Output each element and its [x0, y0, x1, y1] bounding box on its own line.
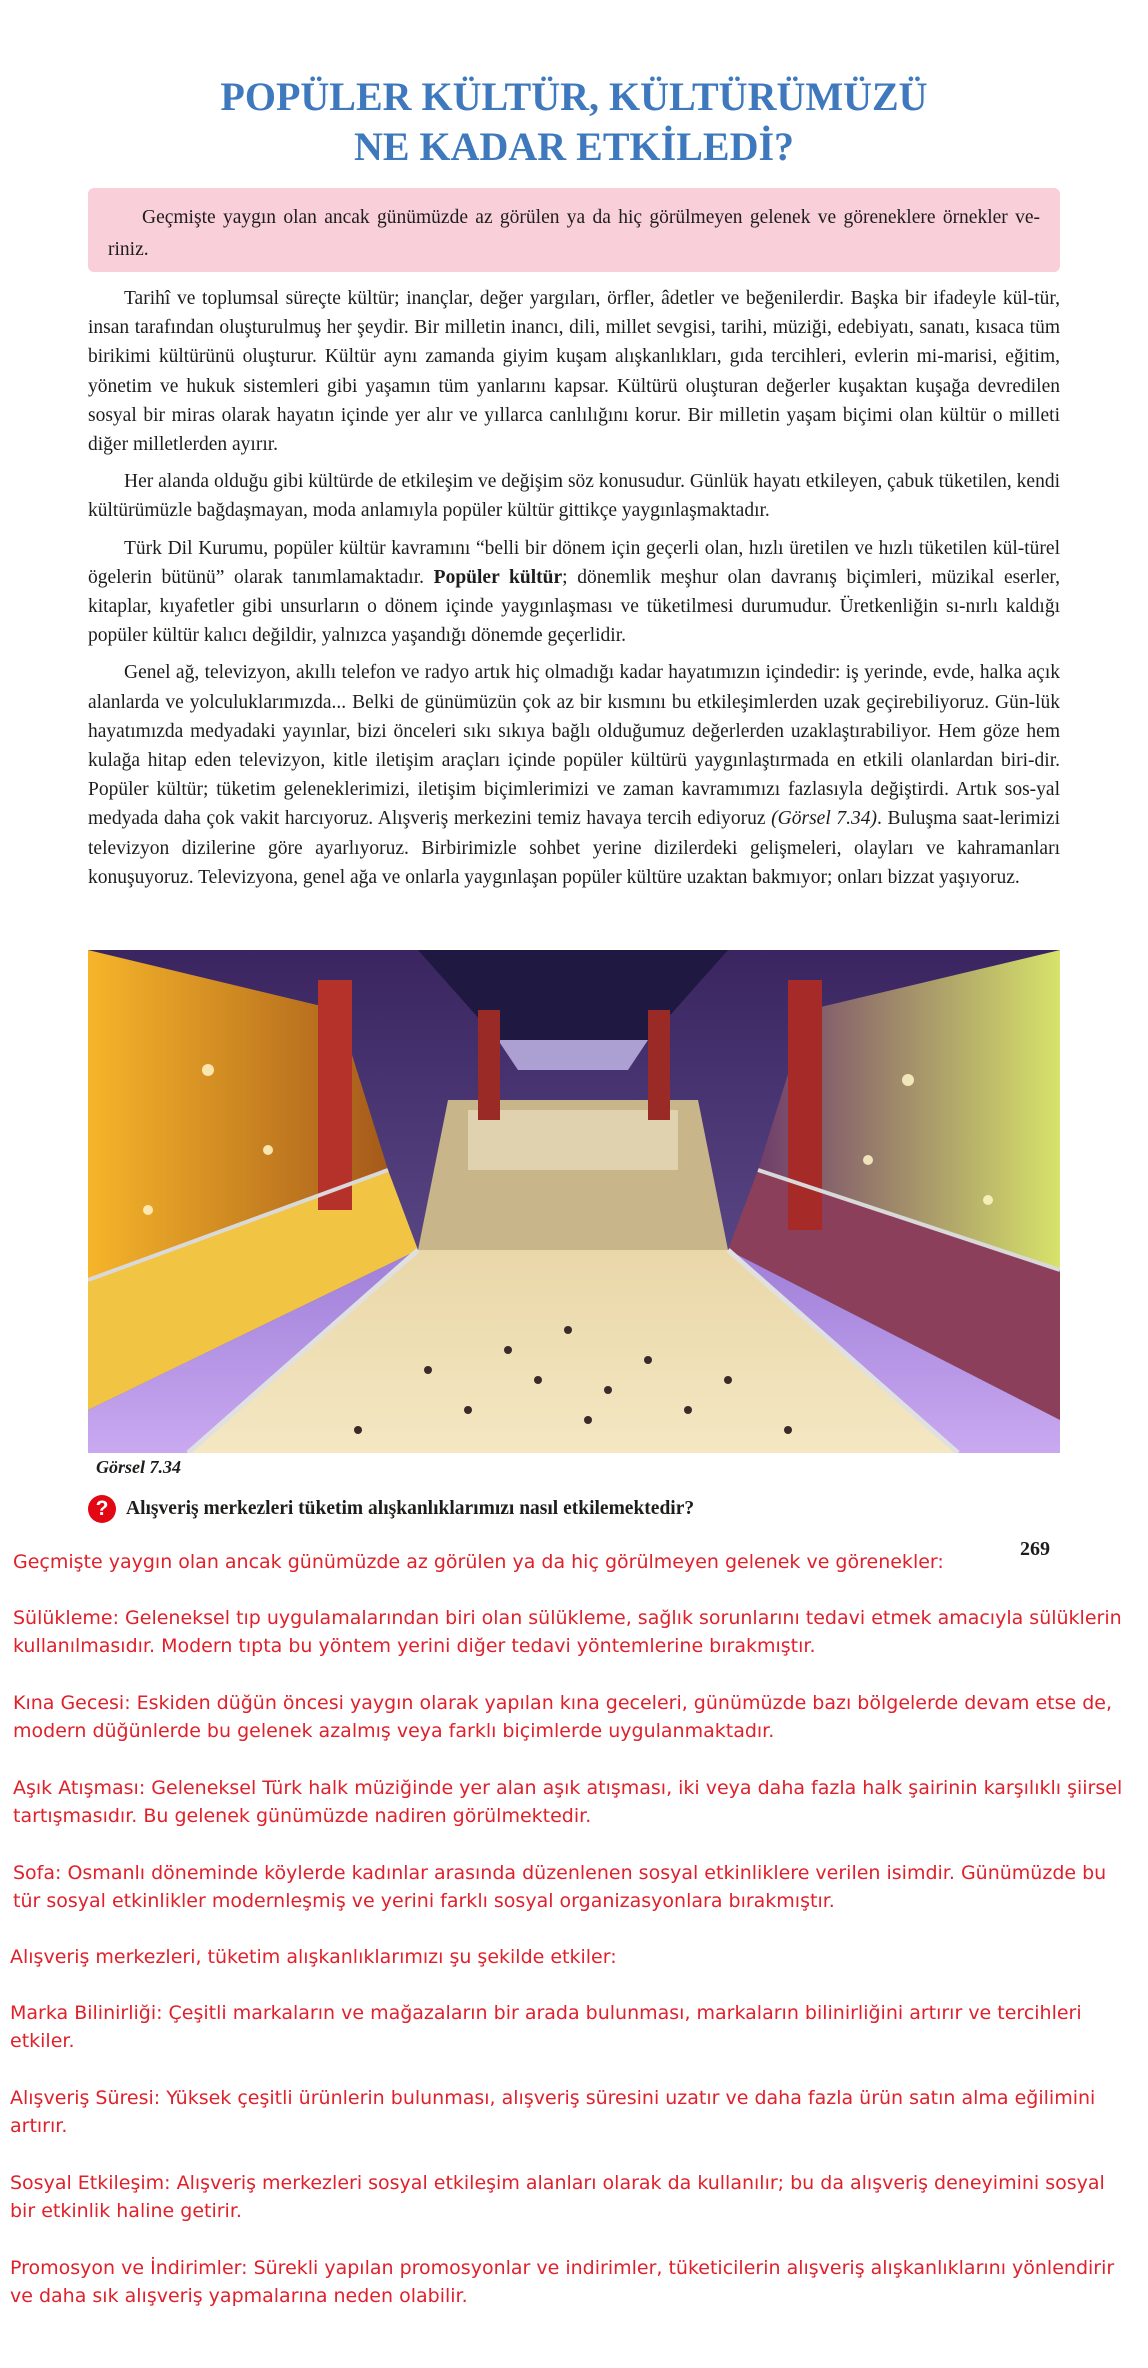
paragraph-2: Her alanda olduğu gibi kültürde de etkileşim ve değişim söz konusudur. Günlük hayatı etkileyen, çabuk tüketilen, kendi kültürümüzle bağdaşmayan, moda anlamıyla popüler kültür gittikçe yaygınlaşmaktadır. — [88, 471, 1060, 522]
page-title — [0, 72, 1148, 172]
answer-item-6: Alışveriş Süresi: Yüksek çeşitli ürünlerin bulunması, alışveriş süresini uzatır ve daha fazla ürün satın alma eğilimini artırır. — [10, 2087, 1096, 2137]
figure-reference: (Görsel 7.34) — [771, 808, 878, 830]
answer-item-4: Sofa: Osmanlı döneminde köylerde kadınlar arasında düzenlenen sosyal etkinliklere verilen isimdir. Günümüzde bu tür sosyal etkinlikler modernleşmiş ve yerini farklı sosyal organizasyonlara bırakmıştır. — [13, 1862, 1107, 1912]
answer-item-1: Sülükleme: Geleneksel tıp uygulamalarından biri olan sülükleme, sağlık sorunlarını tedavi etmek amacıyla sülüklerin kullanılmasıdır. Modern tıpta bu yöntem yerini diğer tedavi yöntemlerine bırakmıştır. — [13, 1607, 1122, 1657]
paragraph-4-start: Genel ağ, televizyon, akıllı telefon ve radyo artık hiç olmadığı kadar hayatımızın içindedir: iş yerinde, evde, halka açık alanlarda ve yolculuklarımızda... Belki de günümüzün çok az bir kısmını bu etkileşimlerden uzak geçirebiliyoruz. Gün-lük hayatımızda medyadaki yayınlar, bizi önceleri sıkı sıkıya bağlı olduğumuz değerlerden uzaklaştırabiliyor. Hem göze hem kulağa hitap eden televizyon, kitle iletişim araçları içinde popüler kültürü yaygınlaştırmada en etkili olanlardan biri-dir. Popüler kültür; tüketim geleneklerimizi, iletişim biçimlerimizi ve zaman kavramımızı fazlasıyla değiştirdi. Artık sos-yal medyada daha çok vakit harcıyoruz. Alışveriş merkezini temiz havaya tercih ediyoruz — [88, 662, 1060, 830]
task-box — [88, 188, 1060, 272]
title-line-1: POPÜLER KÜLTÜR, KÜLTÜRÜMÜZÜ — [220, 74, 928, 119]
paragraph-4-end: . Buluşma saat-lerimizi televizyon dizilerine göre ayarlıyoruz. Birbirimizle sohbet yerine dizilerdeki gelişmeleri, olayları ve kahramanları konuşuyoruz. Televizyona, genel ağa ve onlarla yaygınlaşan popüler kültüre uzaktan bakmıyor; onları bizzat yaşıyoruz. — [88, 808, 1060, 888]
answer-item-8: Promosyon ve İndirimler: Sürekli yapılan promosyonlar ve indirimler, tüketicilerin alışveriş alışkanlıklarını yönlendirir ve daha sık alışveriş yapmalarına neden olabilir. — [10, 2257, 1115, 2307]
paragraph-1: Tarihî ve toplumsal süreçte kültür; inançlar, değer yargıları, örfler, âdetler ve beğenilerdir. Başka bir ifadeyle kül-tür, insan tarafından oluşturulmuş her şeydir. Bir milletin inancı, dili, millet sevgisi, tarihi, müziği, edebiyatı, sanatı, kısaca tüm birikimi kültürünü oluşturur. Kültür aynı zamanda giyim kuşam alışkanlıkları, gıda tercihleri, evlerin mi-marisi, eğitim, yönetim ve hukuk sistemleri gibi yaşamın tüm yanlarını kapsar. Kültürü oluşturan değerler kuşaktan kuşağa devredilen sosyal bir miras olarak hayatın içinde yer alır ve yıllarca canlılığını korur. Bir milletin yaşam biçimi olan kültür o milleti diğer milletlerden ayırır. — [88, 288, 1060, 456]
answer-item-3: Aşık Atışması: Geleneksel Türk halk müziğinde yer alan aşık atışması, iki veya daha fazla halk şairinin karşılıklı şiirsel tartışmasıdır. Bu gelenek günümüzde nadiren görülmektedir. — [13, 1777, 1123, 1827]
answer-item-7: Sosyal Etkileşim: Alışveriş merkezleri sosyal etkileşim alanları olarak da kullanılır; bu da alışveriş deneyimini sosyal bir etkinlik haline getirir. — [10, 2172, 1105, 2222]
paragraph-3-start: Türk Dil Kurumu, popüler kültür kavramını “belli bir dönem için geçerli olan, hızlı üretilen ve hızlı tüketilen kül-türel ögelerin bütünü” olarak tanımlamaktadır. — [88, 537, 1060, 588]
answers-text — [10, 1548, 1132, 2310]
paragraph-3 — [88, 534, 1060, 651]
figure-caption: Görsel 7.34 — [96, 1457, 181, 1477]
popular-culture-term: Popüler kültür — [433, 566, 563, 588]
title-line-2: NE KADAR ETKİLEDİ? — [353, 124, 795, 169]
body-text — [88, 284, 1060, 900]
answer-item-2: Kına Gecesi: Eskiden düğün öncesi yaygın olarak yapılan kına geceleri, günümüzde bazı bölgelerde devam etse de, modern düğünlerde bu gelenek azalmış veya farklı biçimlerde uygulanmaktadır. — [13, 1692, 1112, 1742]
answer-intro-1: Geçmişte yaygın olan ancak günümüzde az görülen ya da hiç görülmeyen gelenek ve görenekler: — [13, 1551, 944, 1573]
question — [88, 1495, 694, 1523]
question-mark-icon: ? — [88, 1495, 116, 1523]
paragraph-4 — [88, 658, 1060, 892]
question-text: Alışveriş merkezleri tüketim alışkanlıklarımızı nasıl etkilemektedir? — [126, 1498, 695, 1519]
mall-photo — [88, 950, 1060, 1453]
mall-illustration — [88, 950, 1060, 1453]
page-number: 269 — [1020, 1538, 1050, 1560]
task-text: Geçmişte yaygın olan ancak günümüzde az görülen ya da hiç görülmeyen gelenek ve göreneklere örnekler ve-riniz. — [108, 207, 1040, 260]
answer-item-5: Marka Bilinirliği: Çeşitli markaların ve mağazaların bir arada bulunması, markaların bilinirliğini artırır ve tercihleri etkiler. — [10, 2002, 1082, 2052]
paragraph-3-end: ; dönemlik meşhur olan davranış biçimleri, müzikal eserler, kitaplar, kıyafetler gibi unsurların o dönem içinde yaygınlaşması ve tüketilmesi durumudur. Üretkenliğin sı-nırlı kaldığı popüler kültür kalıcı değildir, yalnızca yaşandığı dönemde geçerlidir. — [88, 566, 1061, 647]
answer-intro-2: Alışveriş merkezleri, tüketim alışkanlıklarımızı şu şekilde etkiler: — [10, 1946, 617, 1968]
